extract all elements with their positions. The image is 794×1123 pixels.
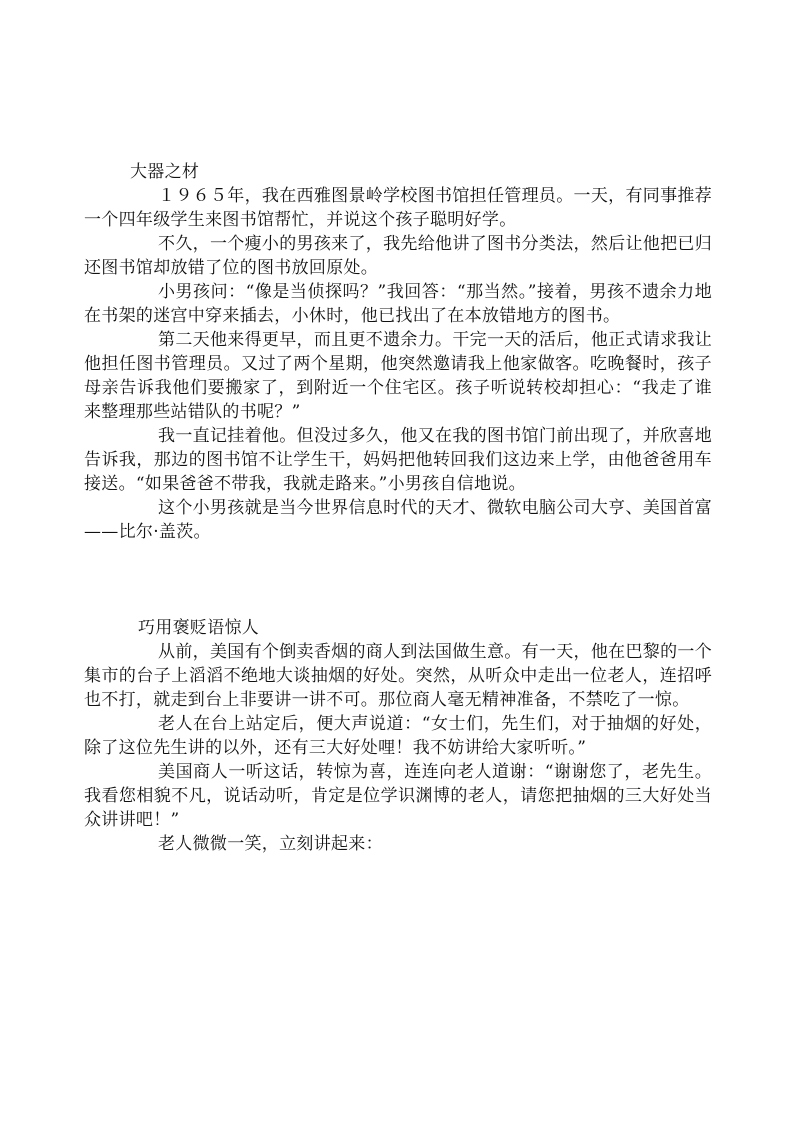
paragraph: 老人微微一笑，立刻讲起来： [158,834,383,854]
section-spacer [84,544,712,616]
document-body [84,160,712,856]
paragraph: １９６５年，我在西雅图景岭学校图书馆担任管理员。一天，有同事推荐一个四年级学生来图书馆帮忙，并说这个孩子聪明好学。 [84,186,712,230]
paragraph: 从前，美国有个倒卖香烟的商人到法国做生意。有一天，他在巴黎的一个集市的台子上滔滔不绝地大谈抽烟的好处。突然，从听众中走出一位老人，连招呼也不打，就走到台上非要讲一讲不可。那位商人毫无精神准备，不禁吃了一惊。 [84,642,712,710]
article-section [84,160,712,544]
article-title: 巧用褒贬语惊人 [138,618,260,638]
paragraph: 不久，一个瘦小的男孩来了，我先给他讲了图书分类法，然后让他把已归还图书馆却放错了位的图书放回原处。 [84,234,712,278]
paragraph: 第二天他来得更早，而且更不遗余力。干完一天的活后，他正式请求我让他担任图书管理员。又过了两个星期，他突然邀请我上他家做客。吃晚餐时，孩子母亲告诉我他们要搬家了，到附近一个住宅区。孩子听说转校却担心：“我走了谁来整理那些站错队的书呢？” [84,330,712,422]
article-section [84,616,712,856]
paragraph: 这个小男孩就是当今世界信息时代的天才、微软电脑公司大亨、美国首富——比尔·盖茨。 [84,498,712,542]
paragraph: 我一直记挂着他。但没过多久，他又在我的图书馆门前出现了，并欣喜地告诉我，那边的图书馆不让学生干，妈妈把他转回我们这边来上学，由他爸爸用车接送。“如果爸爸不带我，我就走路来。”小男孩自信地说。 [84,426,712,494]
article-title: 大器之材 [130,162,200,182]
paragraph: 老人在台上站定后，便大声说道：“女士们，先生们，对于抽烟的好处，除了这位先生讲的以外，还有三大好处哩！我不妨讲给大家听听。” [84,714,712,758]
paragraph: 美国商人一听这话，转惊为喜，连连向老人道谢：“谢谢您了，老先生。我看您相貌不凡，说话动听，肯定是位学识渊博的老人，请您把抽烟的三大好处当众讲讲吧！” [84,762,712,830]
paragraph: 小男孩问：“像是当侦探吗？”我回答：“那当然。”接着，男孩不遗余力地在书架的迷宫中穿来插去，小休时，他已找出了在本放错地方的图书。 [84,282,712,326]
